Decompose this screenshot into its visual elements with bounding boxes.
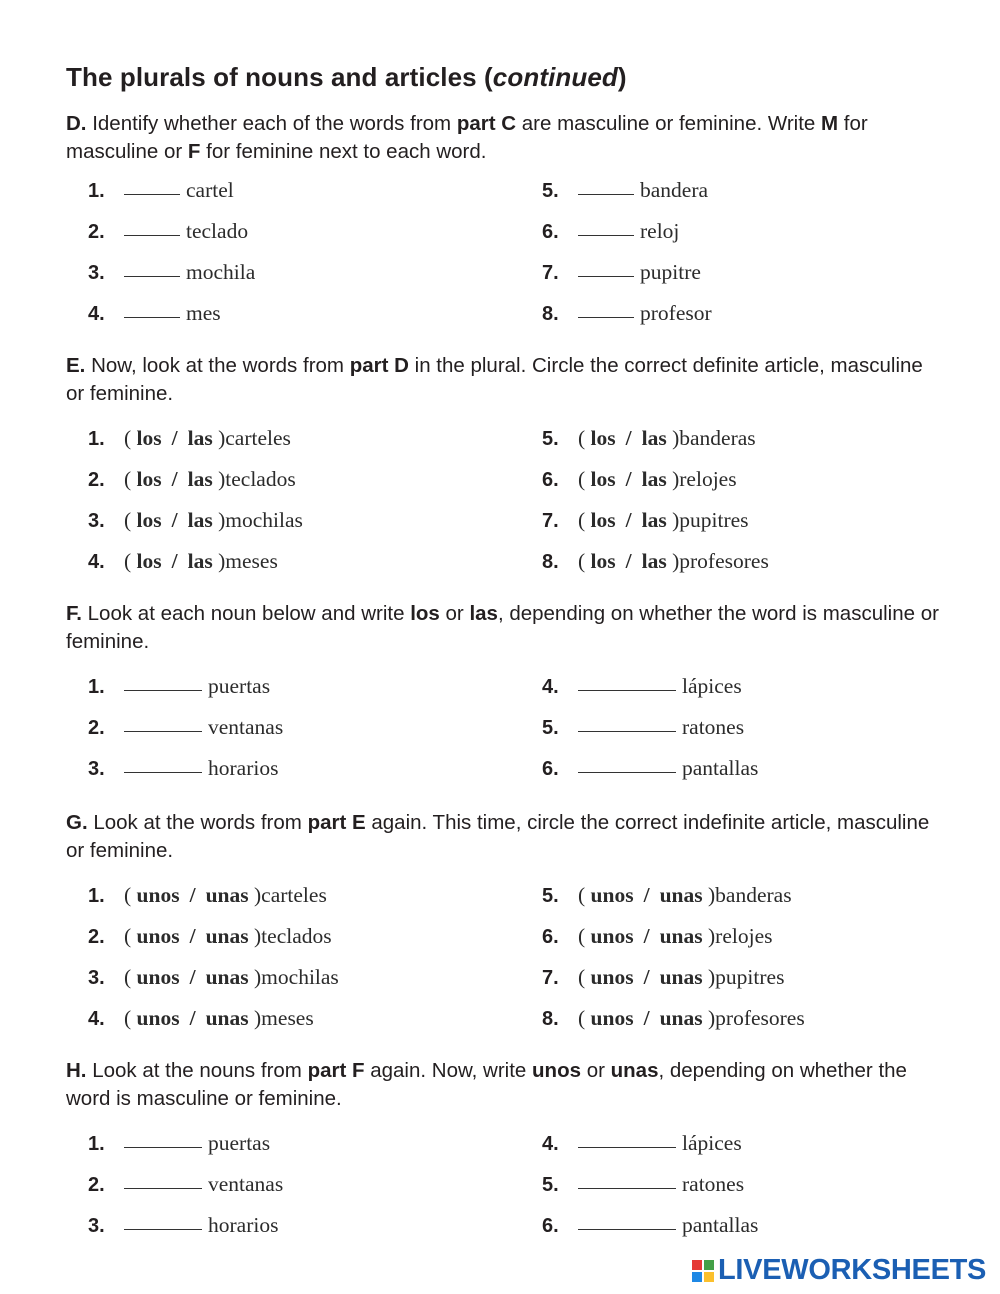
item-number: 1. <box>88 676 105 698</box>
answer-blank[interactable] <box>124 316 180 318</box>
article-choice[interactable]: ( unos / unas ) <box>124 924 262 948</box>
option-masculine[interactable]: unos <box>590 924 634 948</box>
item-word: carteles <box>225 426 291 450</box>
section-d-item <box>88 301 221 331</box>
item-number: 4. <box>88 303 105 325</box>
article-choice[interactable]: ( unos / unas ) <box>578 924 716 948</box>
section-h-instructions: H. Look at the nouns from part F again. Now, write unos or unas, depending on whether the word is masculine or feminine. <box>66 1059 907 1110</box>
section-e-item <box>88 549 278 579</box>
item-number: 8. <box>542 551 559 573</box>
item-number: 5. <box>542 885 559 907</box>
item-number: 2. <box>88 469 105 491</box>
item-word: relojes <box>715 924 773 948</box>
item-word: teclado <box>186 219 249 243</box>
section-f-item <box>542 715 744 745</box>
item-number: 5. <box>542 428 559 450</box>
option-feminine[interactable]: las <box>187 426 213 450</box>
article-choice[interactable]: ( unos / unas ) <box>578 883 716 907</box>
item-number: 5. <box>542 1174 559 1196</box>
item-word: lápices <box>682 1131 742 1155</box>
answer-blank[interactable] <box>578 275 634 277</box>
article-choice[interactable]: ( unos / unas ) <box>578 965 716 989</box>
section-g-instructions: G. Look at the words from part E again. This time, circle the correct indefinite article, masculine or feminine. <box>66 811 930 862</box>
item-number: 7. <box>542 967 559 989</box>
item-word: pantallas <box>682 756 759 780</box>
page-title: The plurals of nouns and articles (continued) <box>66 62 627 92</box>
option-feminine[interactable]: las <box>641 467 667 491</box>
section-d-item <box>88 219 248 249</box>
section-e-item <box>542 467 737 497</box>
answer-blank[interactable] <box>578 1187 676 1189</box>
item-word: lápices <box>682 674 742 698</box>
answer-blank[interactable] <box>124 1228 202 1230</box>
logo-text: LIVEWORKSHEETS <box>718 1254 987 1286</box>
option-feminine[interactable]: las <box>187 467 213 491</box>
item-number: 2. <box>88 926 105 948</box>
section-f-item <box>88 674 270 704</box>
section-d-item <box>542 260 701 290</box>
item-word: cartel <box>186 178 234 202</box>
item-word: horarios <box>208 1213 279 1237</box>
option-feminine[interactable]: las <box>187 508 213 532</box>
option-masculine[interactable]: los <box>590 508 616 532</box>
section-d-item <box>88 178 234 208</box>
answer-blank[interactable] <box>124 234 180 236</box>
answer-blank[interactable] <box>578 193 634 195</box>
option-feminine[interactable]: unas <box>659 883 703 907</box>
option-feminine[interactable]: las <box>641 549 667 573</box>
item-word: teclados <box>261 924 332 948</box>
item-word: mes <box>186 301 221 325</box>
item-number: 8. <box>542 303 559 325</box>
option-masculine[interactable]: unos <box>136 1006 180 1030</box>
answer-blank[interactable] <box>124 689 202 691</box>
section-h-item <box>88 1213 278 1243</box>
answer-blank[interactable] <box>124 771 202 773</box>
option-feminine[interactable]: unas <box>659 1006 703 1030</box>
item-number: 6. <box>542 221 559 243</box>
liveworksheets-logo <box>692 1254 986 1287</box>
answer-blank[interactable] <box>124 1187 202 1189</box>
item-number: 7. <box>542 262 559 284</box>
option-masculine[interactable]: unos <box>136 924 180 948</box>
section-g-item <box>88 1006 314 1036</box>
option-feminine[interactable]: unas <box>659 965 703 989</box>
item-number: 4. <box>88 1008 105 1030</box>
item-word: mochilas <box>261 965 339 989</box>
section-f-item <box>542 756 758 786</box>
item-number: 3. <box>88 510 105 532</box>
logo-square-yellow <box>704 1272 714 1282</box>
item-word: ratones <box>682 715 745 739</box>
item-number: 6. <box>542 469 559 491</box>
item-number: 4. <box>542 676 559 698</box>
option-feminine[interactable]: unas <box>205 1006 249 1030</box>
article-choice[interactable]: ( los / las ) <box>578 426 680 450</box>
option-feminine[interactable]: unas <box>205 965 249 989</box>
section-h-item <box>542 1131 742 1161</box>
option-masculine[interactable]: unos <box>590 1006 634 1030</box>
item-number: 1. <box>88 1133 105 1155</box>
section-d-instructions: D. Identify whether each of the words from part C are masculine or feminine. Write M for masculine or F for feminine next to each word. <box>66 112 868 163</box>
logo-square-green <box>704 1260 714 1270</box>
item-number: 6. <box>542 758 559 780</box>
item-number: 3. <box>88 967 105 989</box>
section-d-item <box>542 219 679 249</box>
item-word: pantallas <box>682 1213 759 1237</box>
section-h-item <box>542 1172 744 1202</box>
section-h-item <box>542 1213 758 1243</box>
item-number: 6. <box>542 926 559 948</box>
item-word: horarios <box>208 756 279 780</box>
answer-blank[interactable] <box>578 1146 676 1148</box>
item-number: 8. <box>542 1008 559 1030</box>
section-f-item <box>88 756 278 786</box>
item-word: mochilas <box>225 508 303 532</box>
logo-square-blue <box>692 1272 702 1282</box>
item-number: 2. <box>88 1174 105 1196</box>
item-word: mochila <box>186 260 256 284</box>
option-masculine[interactable]: los <box>136 508 162 532</box>
answer-blank[interactable] <box>578 730 676 732</box>
section-e-item <box>542 508 749 538</box>
section-e-item <box>88 467 296 497</box>
article-choice[interactable]: ( los / las ) <box>578 508 680 532</box>
answer-blank[interactable] <box>578 771 676 773</box>
section-e-item <box>542 549 769 579</box>
option-masculine[interactable]: los <box>590 467 616 491</box>
option-masculine[interactable]: los <box>590 426 616 450</box>
section-f-instructions: F. Look at each noun below and write los or las, depending on whether the word is masculine or feminine. <box>66 602 939 653</box>
section-g-item <box>88 924 332 954</box>
article-choice[interactable]: ( los / las ) <box>578 549 680 573</box>
item-word: ratones <box>682 1172 745 1196</box>
article-choice[interactable]: ( los / las ) <box>578 467 680 491</box>
section-d-item <box>88 260 255 290</box>
item-word: profesor <box>640 301 712 325</box>
item-number: 2. <box>88 221 105 243</box>
item-number: 4. <box>542 1133 559 1155</box>
item-word: carteles <box>261 883 327 907</box>
item-word: pupitre <box>640 260 701 284</box>
article-choice[interactable]: ( unos / unas ) <box>124 965 262 989</box>
item-number: 1. <box>88 180 105 202</box>
section-h-item <box>88 1172 283 1202</box>
option-masculine[interactable]: los <box>136 426 162 450</box>
item-number: 5. <box>542 717 559 739</box>
article-choice[interactable]: ( unos / unas ) <box>124 1006 262 1030</box>
section-d-item <box>542 301 712 331</box>
answer-blank[interactable] <box>124 730 202 732</box>
item-word: bandera <box>640 178 709 202</box>
section-d-item <box>542 178 708 208</box>
option-masculine[interactable]: unos <box>136 965 180 989</box>
item-word: ventanas <box>208 715 284 739</box>
option-feminine[interactable]: unas <box>205 924 249 948</box>
item-number: 7. <box>542 510 559 532</box>
section-f-item <box>542 674 742 704</box>
answer-blank[interactable] <box>124 275 180 277</box>
item-number: 6. <box>542 1215 559 1237</box>
option-feminine[interactable]: las <box>641 426 667 450</box>
option-masculine[interactable]: unos <box>136 883 180 907</box>
option-masculine[interactable]: los <box>136 549 162 573</box>
article-choice[interactable]: ( los / las ) <box>124 426 226 450</box>
section-g-item <box>88 965 339 995</box>
option-masculine[interactable]: unos <box>590 883 634 907</box>
article-choice[interactable]: ( unos / unas ) <box>124 883 262 907</box>
item-word: meses <box>261 1006 314 1030</box>
section-e-item <box>88 426 291 456</box>
answer-blank[interactable] <box>124 193 180 195</box>
item-number: 2. <box>88 717 105 739</box>
section-h-item <box>88 1131 270 1161</box>
section-g-item <box>542 1006 805 1036</box>
item-word: profesores <box>679 549 769 573</box>
answer-blank[interactable] <box>578 234 634 236</box>
item-word: ventanas <box>208 1172 284 1196</box>
section-f-item <box>88 715 283 745</box>
option-masculine[interactable]: los <box>590 549 616 573</box>
article-choice[interactable]: ( unos / unas ) <box>578 1006 716 1030</box>
liveworksheets-logo-icon <box>692 1260 714 1282</box>
section-e-item <box>542 426 756 456</box>
section-g-item <box>542 924 772 954</box>
section-g-item <box>88 883 327 913</box>
item-word: puertas <box>208 674 271 698</box>
answer-blank[interactable] <box>578 689 676 691</box>
item-word: banderas <box>679 426 756 450</box>
item-word: pupitres <box>715 965 785 989</box>
item-word: banderas <box>715 883 792 907</box>
option-masculine[interactable]: los <box>136 467 162 491</box>
answer-blank[interactable] <box>578 316 634 318</box>
item-number: 1. <box>88 428 105 450</box>
item-word: reloj <box>640 219 680 243</box>
option-feminine[interactable]: unas <box>205 883 249 907</box>
item-number: 3. <box>88 1215 105 1237</box>
item-number: 3. <box>88 758 105 780</box>
option-feminine[interactable]: unas <box>659 924 703 948</box>
section-e-instructions: E. Now, look at the words from part D in the plural. Circle the correct definite article, masculine or feminine. <box>66 354 923 405</box>
item-number: 5. <box>542 180 559 202</box>
option-feminine[interactable]: las <box>187 549 213 573</box>
item-word: pupitres <box>679 508 749 532</box>
item-word: puertas <box>208 1131 271 1155</box>
item-number: 3. <box>88 262 105 284</box>
item-number: 1. <box>88 885 105 907</box>
option-feminine[interactable]: las <box>641 508 667 532</box>
item-word: meses <box>225 549 278 573</box>
item-word: teclados <box>225 467 296 491</box>
section-e-item <box>88 508 303 538</box>
option-masculine[interactable]: unos <box>590 965 634 989</box>
logo-square-red <box>692 1260 702 1270</box>
item-word: profesores <box>715 1006 805 1030</box>
item-number: 4. <box>88 551 105 573</box>
section-g-item <box>542 965 784 995</box>
item-word: relojes <box>679 467 737 491</box>
article-choice[interactable]: ( los / las ) <box>124 508 226 532</box>
section-g-item <box>542 883 792 913</box>
article-choice[interactable]: ( los / las ) <box>124 549 226 573</box>
article-choice[interactable]: ( los / las ) <box>124 467 226 491</box>
answer-blank[interactable] <box>578 1228 676 1230</box>
answer-blank[interactable] <box>124 1146 202 1148</box>
